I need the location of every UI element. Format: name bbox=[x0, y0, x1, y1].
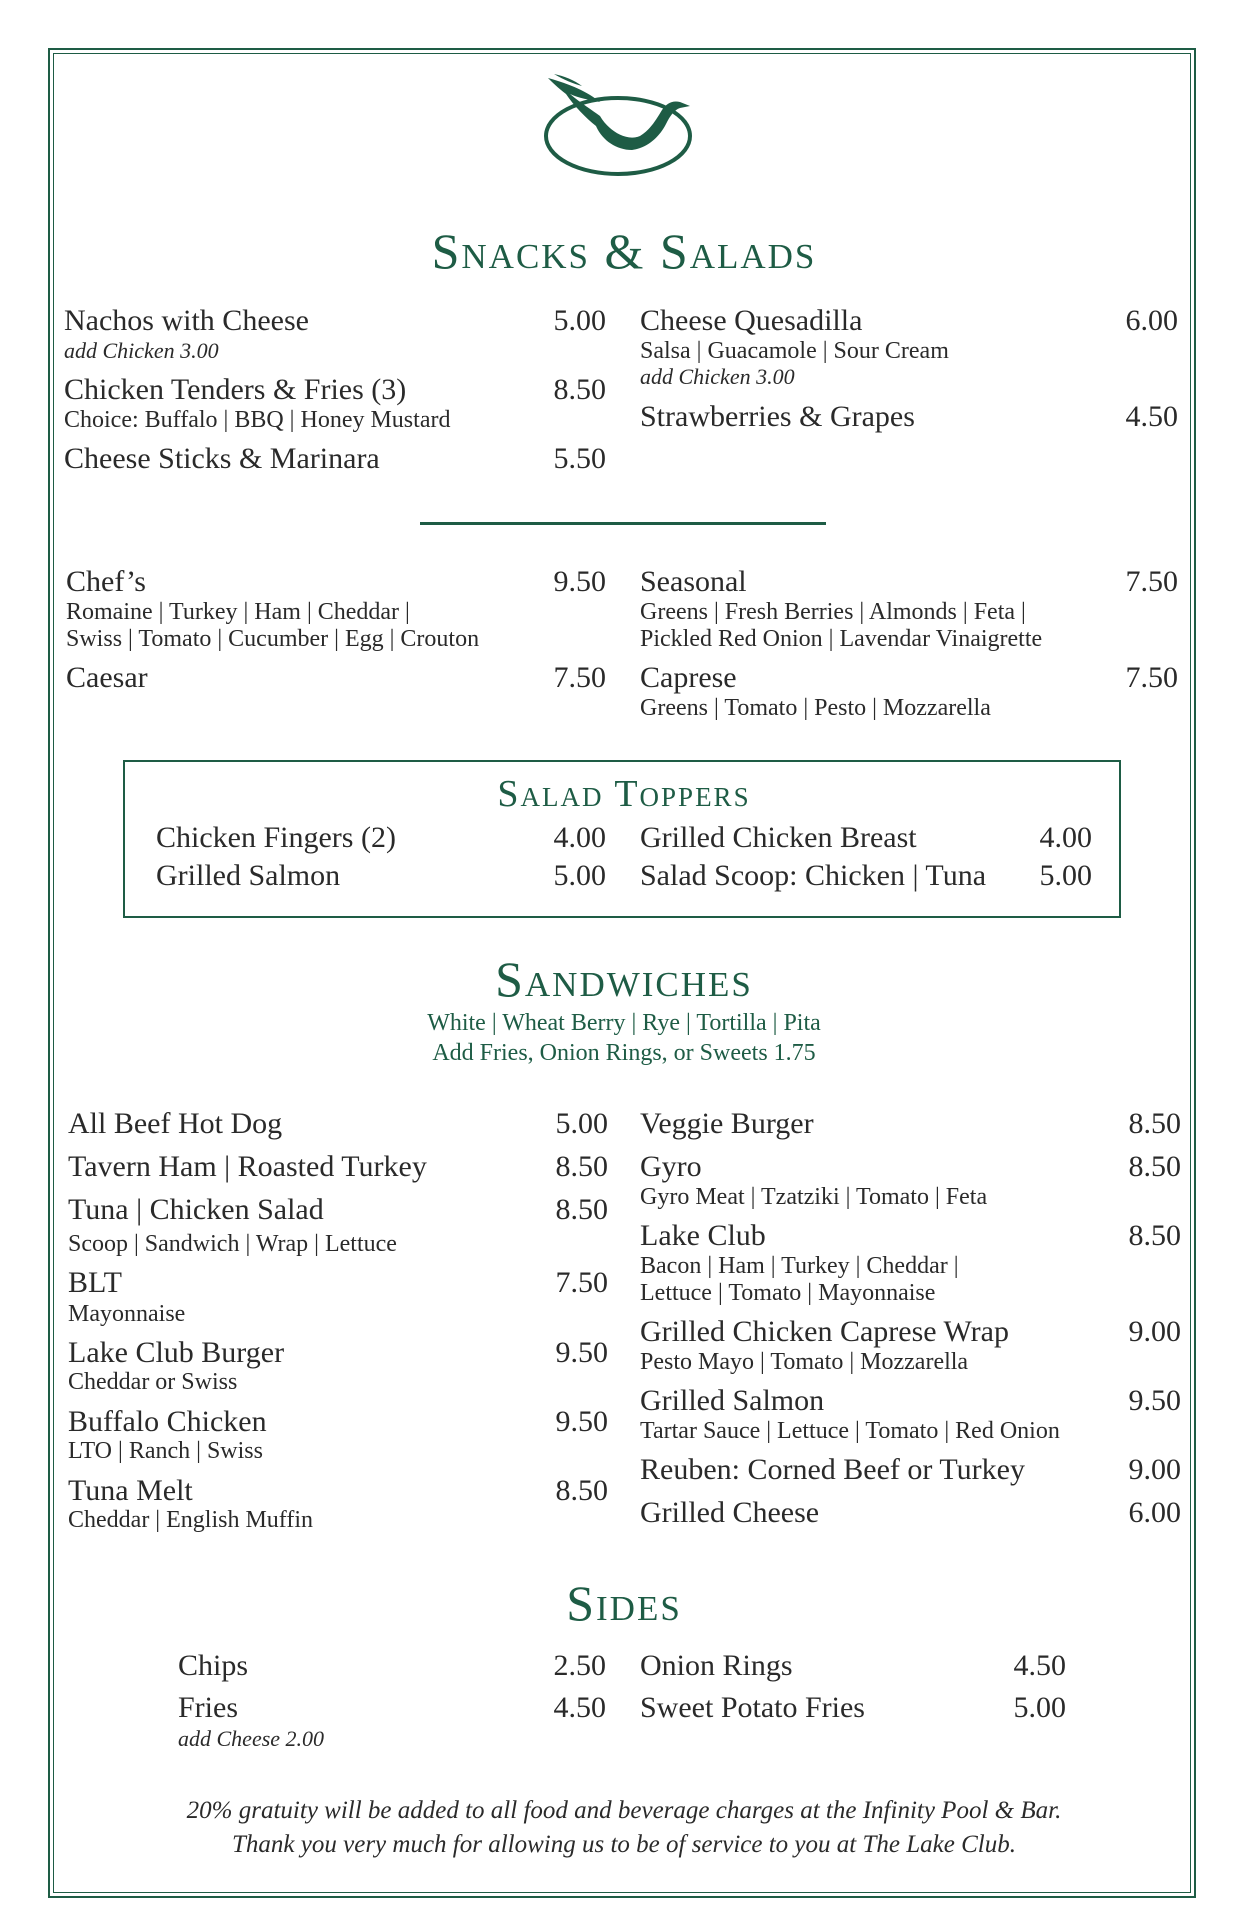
menu-item-name: Veggie Burger bbox=[640, 1107, 814, 1140]
section-divider bbox=[420, 522, 826, 525]
topper-item-name: Grilled Salmon bbox=[156, 859, 341, 892]
menu-item-price: 8.50 bbox=[1128, 1150, 1181, 1183]
menu-item-price: 5.00 bbox=[1013, 1691, 1066, 1724]
menu-item-price: 9.00 bbox=[1128, 1453, 1181, 1486]
menu-item-note: add Cheese 2.00 bbox=[178, 1726, 325, 1751]
menu-item-price: 4.50 bbox=[1125, 400, 1178, 433]
menu-item-price: 7.50 bbox=[1125, 565, 1178, 598]
menu-item-desc: Tartar Sauce | Lettuce | Tomato | Red Onion bbox=[640, 1418, 1060, 1444]
menu-item-desc: Cheddar or Swiss bbox=[68, 1369, 238, 1395]
menu-item-name: Sweet Potato Fries bbox=[640, 1691, 865, 1724]
menu-item-name: Grilled Cheese bbox=[640, 1496, 820, 1529]
topper-item-name: Salad Scoop: Chicken | Tuna bbox=[640, 859, 987, 892]
menu-item-price: 2.50 bbox=[553, 1649, 606, 1682]
menu-item-name: Seasonal bbox=[640, 565, 747, 598]
menu-item-price: 4.50 bbox=[1013, 1649, 1066, 1682]
menu-item-price: 9.50 bbox=[1128, 1384, 1181, 1417]
menu-item-price: 8.50 bbox=[1128, 1107, 1181, 1140]
menu-item-name: Lake Club Burger bbox=[68, 1336, 285, 1369]
thank-you-note: Thank you very much for allowing us to be of service to you at The Lake Club. bbox=[232, 1831, 1016, 1858]
menu-item-desc: Salsa | Guacamole | Sour Cream bbox=[640, 338, 949, 364]
topper-item-price: 4.00 bbox=[553, 821, 606, 854]
section-title-sandwiches: Sandwiches bbox=[495, 951, 753, 1007]
menu-item-desc: Greens | Tomato | Pesto | Mozzarella bbox=[640, 695, 991, 721]
add-sides-note: Add Fries, Onion Rings, or Sweets 1.75 bbox=[432, 1040, 816, 1066]
menu-item-price: 6.00 bbox=[1128, 1496, 1181, 1529]
menu-item-name: Lake Club bbox=[640, 1219, 766, 1252]
menu-item-name: Tuna | Chicken Salad bbox=[68, 1193, 324, 1226]
menu-item-desc: Choice: Buffalo | BBQ | Honey Mustard bbox=[64, 407, 451, 433]
menu-item-name: Fries bbox=[178, 1691, 238, 1724]
menu-item-price: 9.00 bbox=[1128, 1315, 1181, 1348]
menu-item-desc: Gyro Meat | Tzatziki | Tomato | Feta bbox=[640, 1184, 988, 1210]
menu-item-price: 5.00 bbox=[555, 1107, 608, 1140]
menu-item-name: Chips bbox=[178, 1649, 249, 1682]
menu-item-name: Strawberries & Grapes bbox=[640, 400, 915, 433]
topper-item-name: Grilled Chicken Breast bbox=[640, 821, 917, 854]
menu-item-price: 5.50 bbox=[553, 442, 606, 475]
menu-item-price: 4.50 bbox=[553, 1691, 606, 1724]
menu-item-name: All Beef Hot Dog bbox=[68, 1107, 283, 1140]
menu-item-desc: Bacon | Ham | Turkey | Cheddar | bbox=[640, 1253, 959, 1279]
menu-item-desc: Swiss | Tomato | Cucumber | Egg | Crouton bbox=[66, 626, 480, 652]
menu-item-name: Tuna Melt bbox=[68, 1474, 193, 1507]
menu-item-name: Grilled Chicken Caprese Wrap bbox=[640, 1315, 1009, 1348]
menu-item-note: add Chicken 3.00 bbox=[640, 364, 795, 389]
menu-item-price: 7.50 bbox=[553, 661, 606, 694]
menu-item-desc: Pesto Mayo | Tomato | Mozzarella bbox=[640, 1349, 969, 1375]
menu-item-desc: Romaine | Turkey | Ham | Cheddar | bbox=[66, 599, 410, 625]
menu-item-desc: LTO | Ranch | Swiss bbox=[68, 1438, 263, 1464]
topper-item-price: 4.00 bbox=[1039, 821, 1092, 854]
menu-item-price: 9.50 bbox=[555, 1405, 608, 1438]
bird-in-oval-logo bbox=[530, 70, 710, 185]
menu-item-name: Chef’s bbox=[66, 565, 146, 598]
menu-item-desc: Pickled Red Onion | Lavendar Vinaigrette bbox=[640, 626, 1043, 652]
topper-item-name: Chicken Fingers (2) bbox=[156, 821, 396, 854]
menu-item-price: 7.50 bbox=[1125, 661, 1178, 694]
menu-item-desc: Greens | Fresh Berries | Almonds | Feta | bbox=[640, 599, 1026, 625]
menu-item-price: 9.50 bbox=[553, 565, 606, 598]
gratuity-note: 20% gratuity will be added to all food and beverage charges at the Infinity Pool & Bar. bbox=[186, 1797, 1062, 1824]
menu-item-name: Caprese bbox=[640, 661, 737, 694]
menu-item-name: BLT bbox=[68, 1266, 122, 1299]
menu-item-note: add Chicken 3.00 bbox=[64, 338, 219, 363]
menu-item-desc: Cheddar | English Muffin bbox=[68, 1507, 314, 1533]
menu-item-name: Onion Rings bbox=[640, 1649, 793, 1682]
menu-item-price: 9.50 bbox=[555, 1336, 608, 1369]
topper-item-price: 5.00 bbox=[553, 859, 606, 892]
menu-item-name: Nachos with Cheese bbox=[64, 304, 309, 337]
section-title-sides: Sides bbox=[566, 1575, 682, 1631]
bread-options: White | Wheat Berry | Rye | Tortilla | Pita bbox=[427, 1010, 821, 1036]
menu-item-name: Cheese Quesadilla bbox=[640, 304, 863, 337]
menu-item-name: Grilled Salmon bbox=[640, 1384, 825, 1417]
menu-item-price: 8.50 bbox=[553, 373, 606, 406]
menu-item-name: Chicken Tenders & Fries (3) bbox=[64, 373, 407, 406]
menu-item-name: Reuben: Corned Beef or Turkey bbox=[640, 1453, 1025, 1486]
section-title-snacks-salads: Snacks & Salads bbox=[431, 223, 817, 279]
menu-item-name: Tavern Ham | Roasted Turkey bbox=[68, 1150, 427, 1183]
menu-item-price: 5.00 bbox=[553, 304, 606, 337]
menu-item-name: Cheese Sticks & Marinara bbox=[64, 442, 380, 475]
menu-item-desc: Mayonnaise bbox=[68, 1301, 186, 1327]
menu-item-price: 6.00 bbox=[1125, 304, 1178, 337]
menu-item-price: 8.50 bbox=[555, 1474, 608, 1507]
menu-item-desc: Lettuce | Tomato | Mayonnaise bbox=[640, 1280, 936, 1306]
menu-item-price: 8.50 bbox=[555, 1150, 608, 1183]
section-title-salad-toppers: Salad Toppers bbox=[497, 773, 751, 815]
menu-item-price: 7.50 bbox=[555, 1266, 608, 1299]
topper-item-price: 5.00 bbox=[1039, 859, 1092, 892]
menu-item-name: Caesar bbox=[66, 661, 148, 694]
menu-item-name: Buffalo Chicken bbox=[68, 1405, 267, 1438]
menu-item-name: Gyro bbox=[640, 1150, 702, 1183]
menu-item-desc: Scoop | Sandwich | Wrap | Lettuce bbox=[68, 1231, 397, 1257]
menu-item-price: 8.50 bbox=[1128, 1219, 1181, 1252]
menu-item-price: 8.50 bbox=[555, 1193, 608, 1226]
